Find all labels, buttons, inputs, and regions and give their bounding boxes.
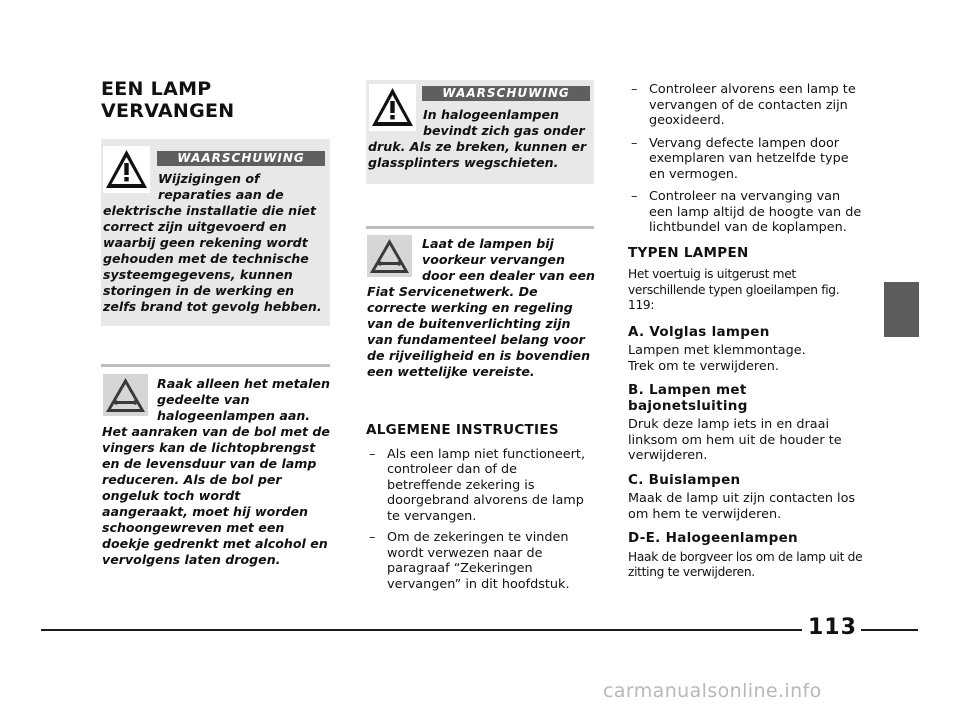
note-lead-2: gedeelte van bbox=[157, 392, 250, 407]
types-intro: Het voertuig is uitgerust met verschillende typen gloeilampen fig. 119: bbox=[628, 267, 840, 312]
warning-body: elektrische installatie die niet correct zijn uitgevoerd en waarbij geen rekening wordt gehouden met de technische systeemgegevens, kunnen storingen in de werking en zelfs brand tot gevolg hebben. bbox=[103, 203, 322, 314]
list-item: – Om de zekeringen te vinden wordt verwezen naar de paragraaf “Zekeringen vervangen” in dit hoofdstuk. bbox=[369, 530, 570, 592]
note-body: Fiat Servicenetwerk. De correcte werking en regeling van de buitenverlichting zijn van fundamenteel belang voor de rijveiligheid en is bovendien een wettelijke vereiste. bbox=[367, 284, 591, 379]
title-line-2: VERVANGEN bbox=[101, 100, 235, 122]
note-lead-1: Laat de lampen bij bbox=[422, 236, 554, 251]
warning-label: WAARSCHUWING bbox=[157, 151, 325, 166]
footer-rule-left bbox=[41, 629, 802, 631]
footer-rule-right bbox=[861, 629, 918, 631]
note-text-halogen bbox=[102, 376, 330, 568]
page-number: 113 bbox=[808, 615, 857, 640]
warning-lead-1: In halogeenlampen bbox=[423, 107, 559, 122]
section-heading: A. Volglas lampen bbox=[628, 323, 770, 340]
watermark: carmanualsonline.info bbox=[603, 680, 822, 702]
list-item: – Vervang defecte lampen door exemplaren van hetzelfde type en vermogen. bbox=[631, 135, 849, 182]
page-title bbox=[101, 78, 235, 122]
general-heading: ALGEMENE INSTRUCTIES bbox=[366, 422, 559, 438]
section-heading: B. Lampen met bajonetsluiting bbox=[628, 382, 748, 414]
section-text: Lampen met klemmontage. Trek om te verwijderen. bbox=[628, 343, 806, 374]
note-rule bbox=[366, 226, 594, 229]
section-heading: D-E. Halogeenlampen bbox=[628, 530, 798, 546]
warning-lead-2: bevindt zich gas onder bbox=[423, 123, 585, 138]
warning-body: druk. Als ze breken, kunnen er glassplinters wegschieten. bbox=[368, 139, 587, 170]
types-heading: TYPEN LAMPEN bbox=[628, 244, 749, 261]
note-body: Het aanraken van de bol met de vingers kan de lichtopbrengst en de levensduur van de lamp reduceren. Als de bol per ongeluk toch wordt aangeraakt, moet hij worden schoongewreven met een doekje gedrenkt met alcohol en vervolgens laten drogen. bbox=[102, 424, 330, 567]
list-item: – Controleer na vervanging van een lamp altijd de hoogte van de lichtbundel van de koplampen. bbox=[631, 189, 862, 235]
chapter-tab bbox=[884, 282, 919, 337]
warning-lead-1: Wijzigingen of bbox=[158, 171, 260, 186]
note-lead-3: halogeenlampen aan. bbox=[157, 408, 311, 423]
list-item: – Als een lamp niet functioneert, controleer dan of de betreffende zekering is doorgebrand alvorens de lamp te vervangen. bbox=[369, 446, 586, 524]
section-text: Haak de borgveer los om de lamp uit de zitting te verwijderen. bbox=[628, 549, 863, 579]
section-text: Druk deze lamp iets in en draai linksom om hem uit de houder te verwijderen. bbox=[628, 417, 842, 463]
warning-text-electrical bbox=[103, 171, 327, 315]
general-instructions bbox=[366, 423, 594, 592]
warning-text-halogen bbox=[368, 107, 592, 171]
note-text-dealer bbox=[367, 236, 595, 380]
warning-label: WAARSCHUWING bbox=[422, 86, 590, 101]
note-rule bbox=[101, 364, 330, 367]
right-column bbox=[628, 82, 864, 581]
note-lead-2: voorkeur vervangen bbox=[422, 252, 565, 267]
warning-lead-2: reparaties aan de bbox=[158, 187, 284, 202]
note-lead-1: Raak alleen het metalen bbox=[157, 376, 330, 391]
title-line-1: EEN LAMP bbox=[101, 78, 212, 100]
section-heading: C. Buislampen bbox=[628, 471, 741, 488]
list-item: – Controleer alvorens een lamp te vervangen of de contacten zijn geoxideerd. bbox=[631, 82, 856, 128]
section-text: Maak de lamp uit zijn contacten los om hem te verwijderen. bbox=[628, 491, 856, 522]
note-lead-3: door een dealer van een bbox=[422, 268, 595, 283]
